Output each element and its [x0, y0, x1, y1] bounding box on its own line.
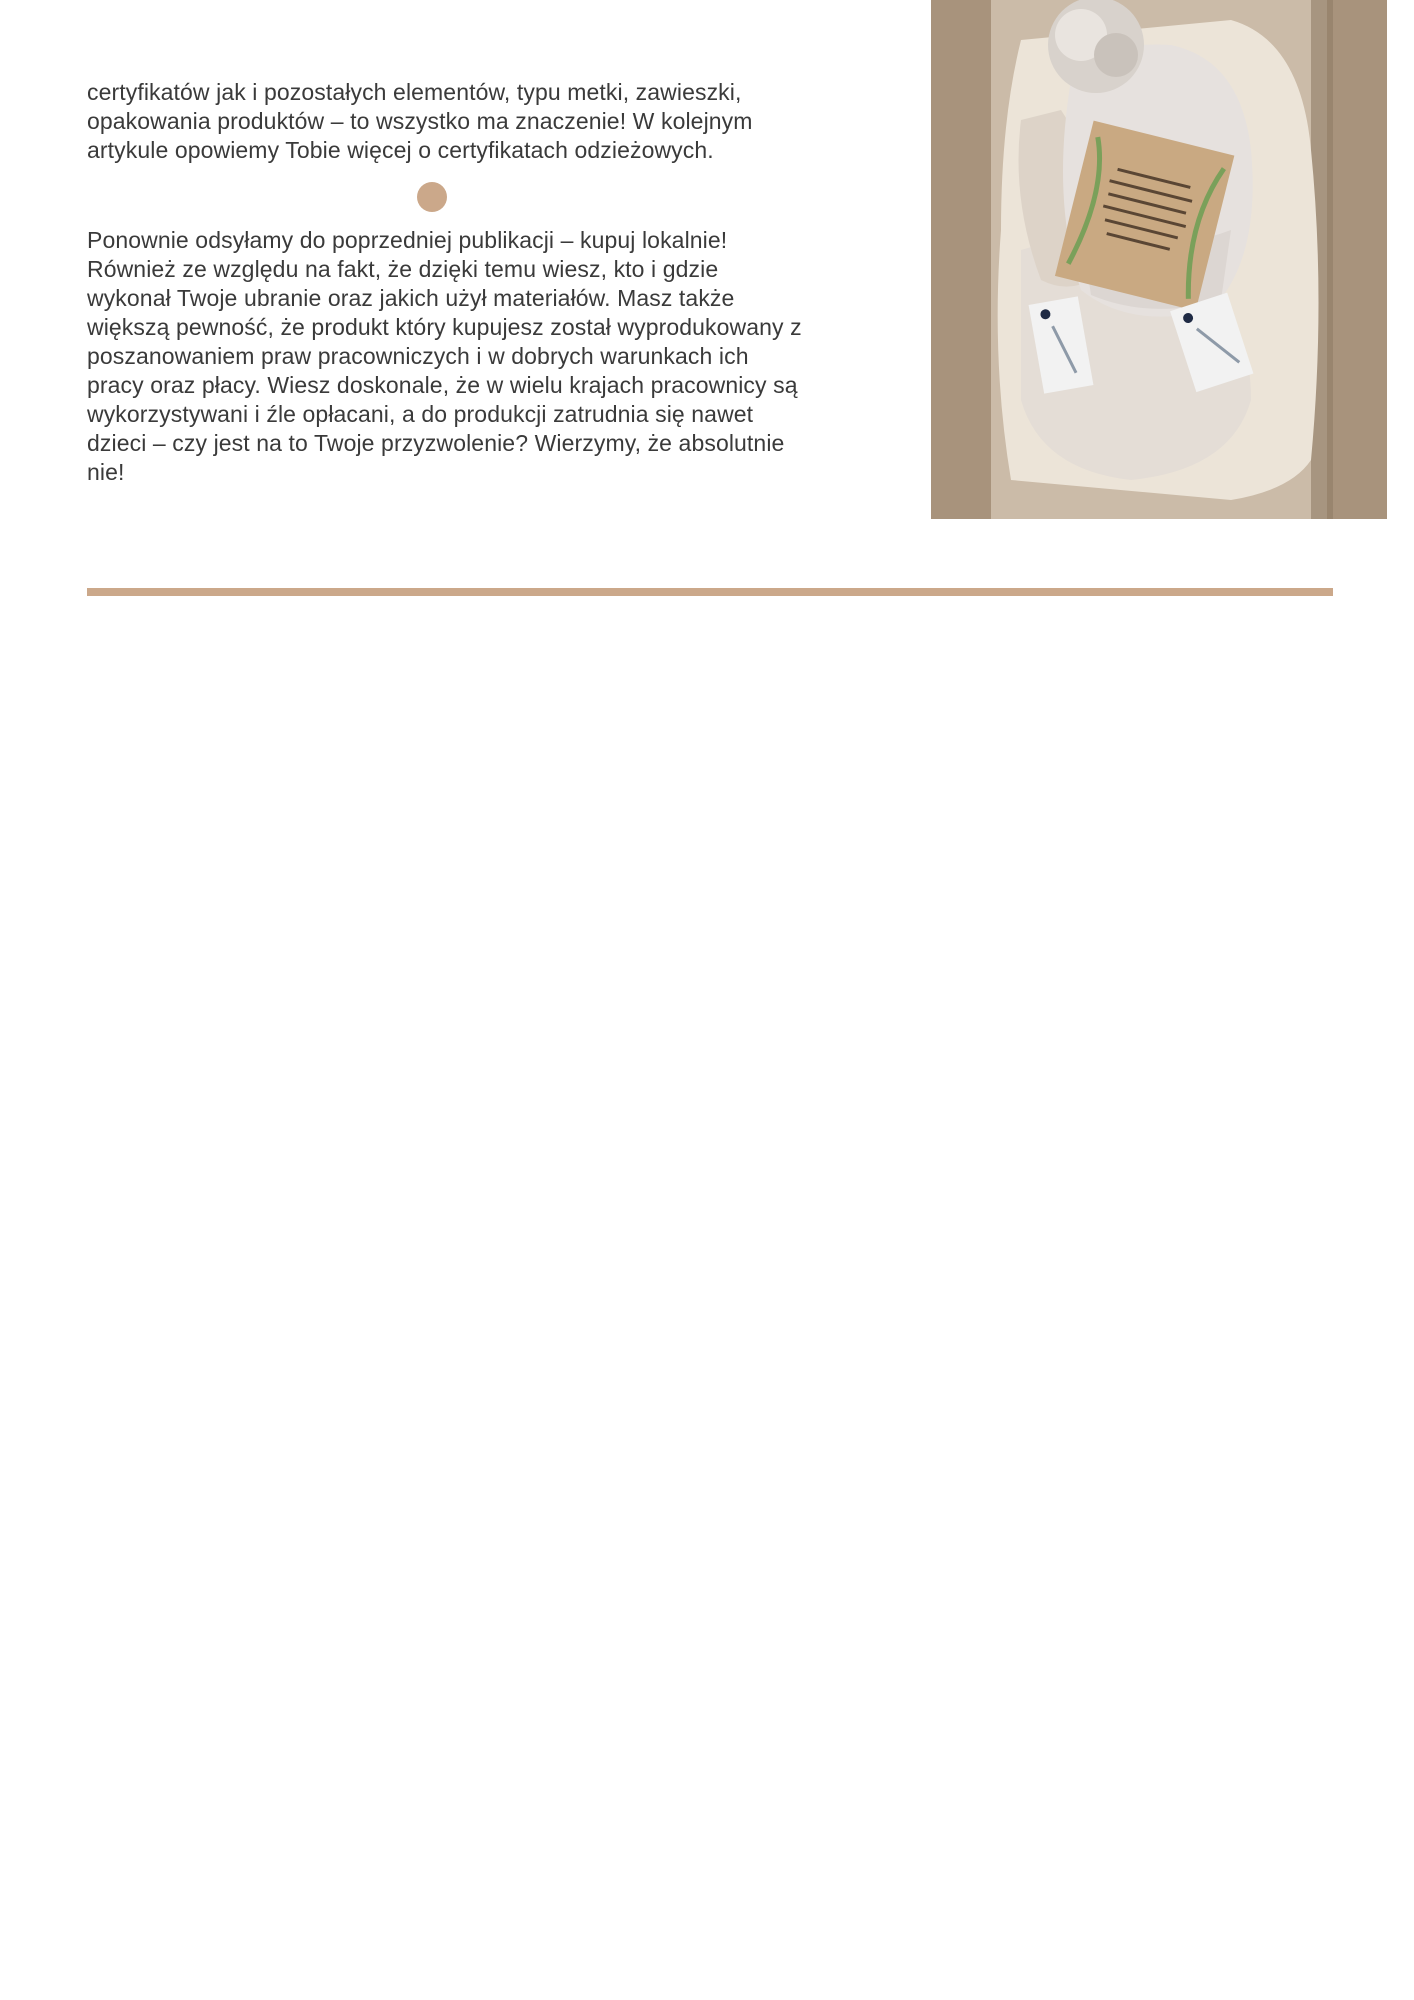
article-text-block-2: [87, 226, 887, 487]
section-divider-dot: [417, 182, 447, 212]
article-paragraph: certyfikatów jak i pozostałych elementów, typu metki, zawieszki, opakowania produktów – to wszystko ma znaczenie! W kolejnym artykule opowiemy Tobie więcej o certyfikatach odzieżowych.: [87, 79, 753, 163]
article-paragraph: Ponownie odsyłamy do poprzedniej publikacji – kupuj lokalnie! Również ze względu na fakt, że dzięki temu wiesz, kto i gdzie wykonał Twoje ubranie oraz jakich użył materiałów. Masz także większą pewność, że produkt który kupujesz został wyprodukowany z poszanowaniem praw pracowniczych i w dobrych warunkach ich pracy oraz płacy. Wiesz doskonale, że w wielu krajach pracownicy są wykorzystywani i źle opłacani, a do produkcji zatrudnia się nawet dzieci – czy jest na to Twoje przyzwolenie? Wierzymy, że absolutnie nie!: [87, 227, 802, 485]
box-inner-left: [931, 0, 991, 519]
section-separator-line: [87, 588, 1333, 596]
box-inner-right: [1327, 0, 1387, 519]
product-photo-knitwear-box: [931, 0, 1387, 519]
article-text-block-1: [87, 78, 887, 165]
